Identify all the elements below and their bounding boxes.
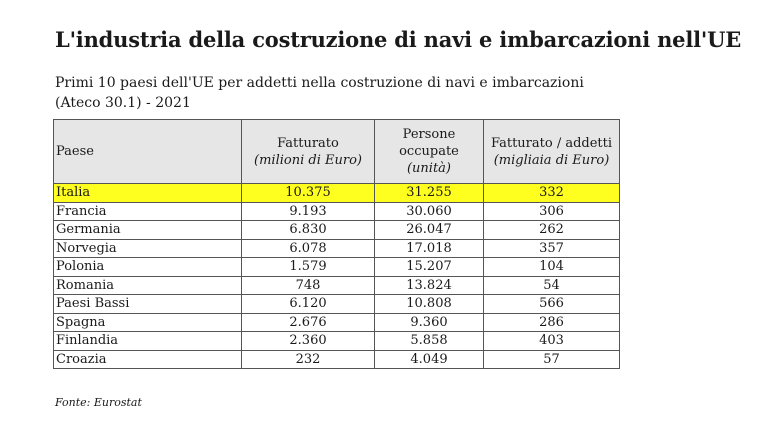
header-paese bbox=[54, 120, 242, 184]
cell-ratio: 286 bbox=[484, 313, 620, 332]
table-row bbox=[54, 202, 620, 221]
cell-ratio: 262 bbox=[484, 221, 620, 240]
cell-persone: 30.060 bbox=[375, 202, 484, 221]
caption-line-2: (Ateco 30.1) - 2021 bbox=[55, 95, 191, 111]
cell-ratio: 357 bbox=[484, 239, 620, 258]
data-table bbox=[53, 119, 620, 369]
cell-fatturato: 9.193 bbox=[242, 202, 375, 221]
cell-fatturato: 748 bbox=[242, 276, 375, 295]
cell-paese: Polonia bbox=[54, 258, 242, 277]
cell-fatturato: 1.579 bbox=[242, 258, 375, 277]
cell-persone: 4.049 bbox=[375, 350, 484, 369]
cell-persone: 5.858 bbox=[375, 332, 484, 351]
table-row bbox=[54, 239, 620, 258]
cell-fatturato: 232 bbox=[242, 350, 375, 369]
cell-persone: 10.808 bbox=[375, 295, 484, 314]
header-unit: (milioni di Euro) bbox=[254, 152, 362, 168]
header-unit: (migliaia di Euro) bbox=[493, 152, 610, 168]
cell-ratio: 566 bbox=[484, 295, 620, 314]
cell-ratio: 57 bbox=[484, 350, 620, 369]
cell-paese: Spagna bbox=[54, 313, 242, 332]
cell-ratio: 54 bbox=[484, 276, 620, 295]
cell-ratio: 306 bbox=[484, 202, 620, 221]
header-label: Fatturato bbox=[277, 135, 339, 151]
header-label: Paese bbox=[56, 144, 94, 159]
cell-fatturato: 10.375 bbox=[242, 184, 375, 203]
cell-ratio: 332 bbox=[484, 184, 620, 203]
header-fatturato bbox=[242, 120, 375, 184]
header-unit: (unità) bbox=[406, 161, 452, 176]
cell-persone: 13.824 bbox=[375, 276, 484, 295]
header-fatturato-per-addetto bbox=[484, 120, 620, 184]
source-note: Fonte: Eurostat bbox=[55, 396, 142, 409]
cell-persone: 17.018 bbox=[375, 239, 484, 258]
cell-fatturato: 6.830 bbox=[242, 221, 375, 240]
cell-paese: Francia bbox=[54, 202, 242, 221]
cell-fatturato: 2.676 bbox=[242, 313, 375, 332]
cell-fatturato: 6.120 bbox=[242, 295, 375, 314]
cell-paese: Croazia bbox=[54, 350, 242, 369]
table-row bbox=[54, 313, 620, 332]
cell-paese: Germania bbox=[54, 221, 242, 240]
table-row bbox=[54, 332, 620, 351]
table-caption bbox=[55, 73, 675, 113]
table-header-row bbox=[54, 120, 620, 184]
table-row bbox=[54, 350, 620, 369]
header-label: Persone occupate bbox=[399, 127, 459, 159]
cell-paese: Paesi Bassi bbox=[54, 295, 242, 314]
cell-paese: Romania bbox=[54, 276, 242, 295]
cell-fatturato: 2.360 bbox=[242, 332, 375, 351]
cell-paese: Norvegia bbox=[54, 239, 242, 258]
page-title: L'industria della costruzione di navi e imbarcazioni nell'UE bbox=[55, 27, 742, 52]
cell-persone: 9.360 bbox=[375, 313, 484, 332]
cell-fatturato: 6.078 bbox=[242, 239, 375, 258]
cell-persone: 15.207 bbox=[375, 258, 484, 277]
header-persone-occupate bbox=[375, 120, 484, 184]
table-row-highlighted bbox=[54, 184, 620, 203]
cell-ratio: 403 bbox=[484, 332, 620, 351]
table-row bbox=[54, 295, 620, 314]
table-row bbox=[54, 221, 620, 240]
table-row bbox=[54, 276, 620, 295]
cell-paese: Italia bbox=[54, 184, 242, 203]
cell-paese: Finlandia bbox=[54, 332, 242, 351]
header-label: Fatturato / addetti bbox=[490, 135, 613, 151]
table-row bbox=[54, 258, 620, 277]
caption-line-1: Primi 10 paesi dell'UE per addetti nella costruzione di navi e imbarcazioni bbox=[55, 75, 584, 91]
cell-persone: 26.047 bbox=[375, 221, 484, 240]
cell-ratio: 104 bbox=[484, 258, 620, 277]
cell-persone: 31.255 bbox=[375, 184, 484, 203]
